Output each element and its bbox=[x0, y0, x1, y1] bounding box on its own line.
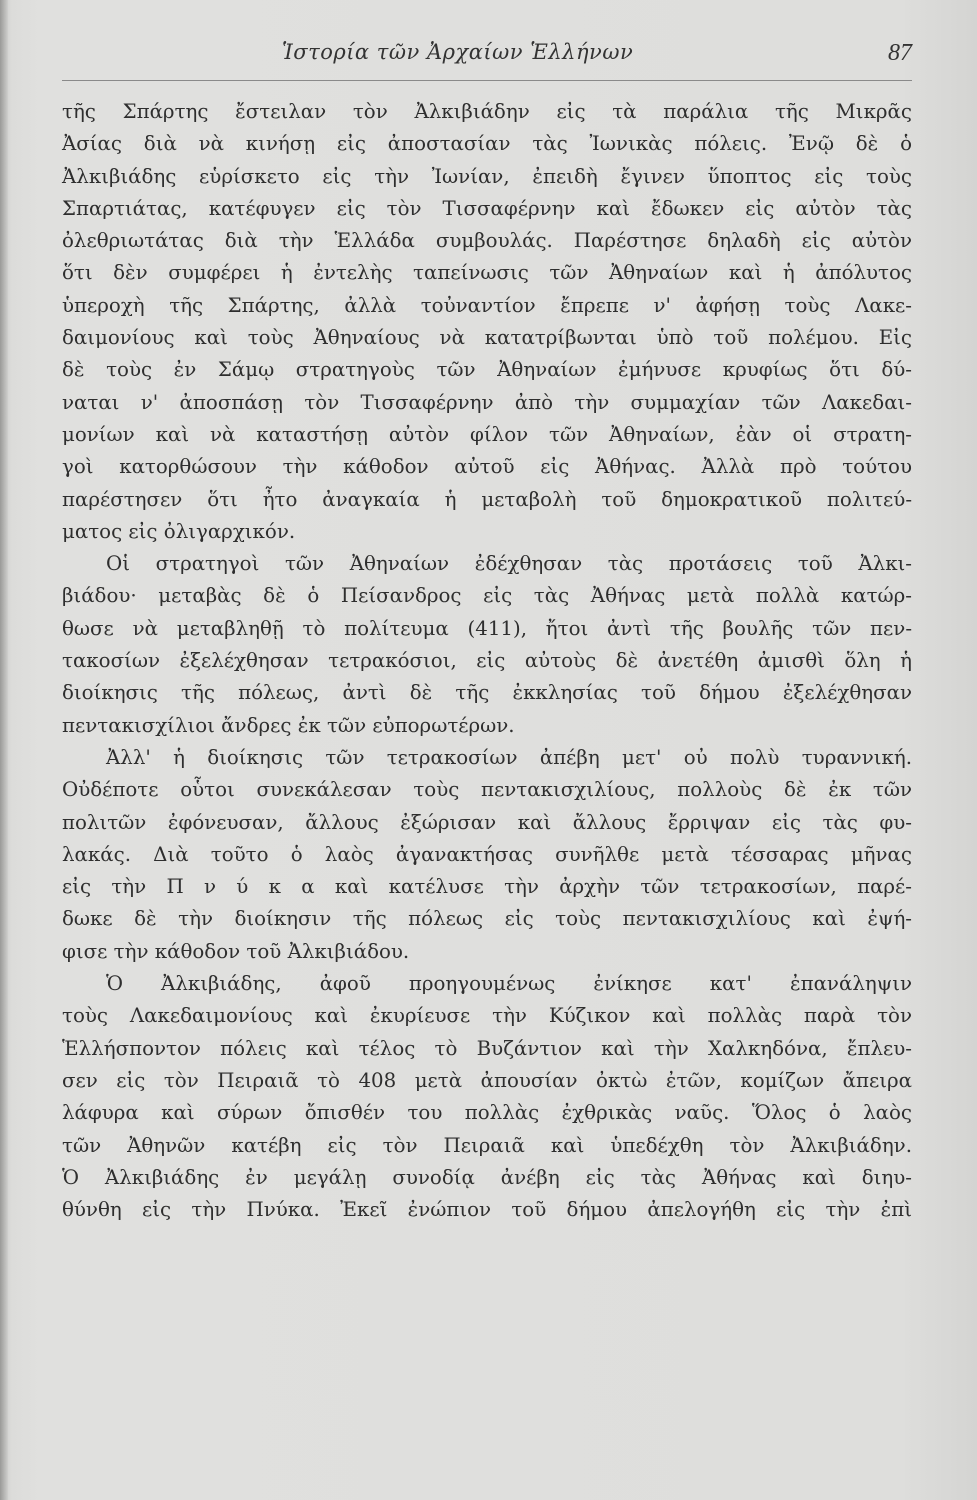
text-line: Ἀσίας διὰ νὰ κινήσῃ εἰς ἀποστασίαν τὰς Ἰωνικὰς πόλεις. Ἐνῷ δὲ ὁ bbox=[62, 132, 912, 156]
text-line: δαιμονίους καὶ τοὺς Ἀθηναίους νὰ κατατρίβωνται ὑπὸ τοῦ πολέμου. Εἰς bbox=[62, 326, 912, 350]
text-line: δωκε δὲ τὴν διοίκησιν τῆς πόλεως εἰς τοὺς πεντακισχιλίους καὶ ἐψή- bbox=[62, 907, 912, 931]
text-line: τῆς Σπάρτης ἔστειλαν τὸν Ἀλκιβιάδην εἰς τὰ παράλια τῆς Μικρᾶς bbox=[62, 100, 912, 123]
page-binding-edge bbox=[0, 0, 8, 1500]
text-line: διοίκησις τῆς πόλεως, ἀντὶ δὲ τῆς ἐκκλησίας τοῦ δήμου ἐξελέχθησαν bbox=[62, 681, 912, 705]
text-line: μονίων καὶ νὰ καταστήσῃ αὐτὸν φίλον τῶν Ἀθηναίων, ἐὰν οἱ στρατη- bbox=[62, 422, 912, 446]
text-line: βιάδου· μεταβὰς δὲ ὁ Πείσανδρος εἰς τὰς Ἀθήνας μετὰ πολλὰ κατώρ- bbox=[62, 584, 912, 608]
text-line: ματος εἰς ὀλιγαρχικόν. bbox=[62, 519, 296, 543]
text-line: τῶν Ἀθηνῶν κατέβη εἰς τὸν Πειραιᾶ καὶ ὑπεδέχθη τὸν Ἀλκιβιάδην. bbox=[62, 1133, 912, 1157]
paragraph-first-line: Ὁ Ἀλκιβιάδης, ἀφοῦ προηγουμένως ἐνίκησε κατ' ἐπανάληψιν bbox=[106, 972, 912, 996]
text-line: θύνθη εἰς τὴν Πνύκα. Ἐκεῖ ἐνώπιον τοῦ δήμου ἀπελογήθη εἰς τὴν ἐπὶ bbox=[62, 1198, 912, 1222]
text-line: πολιτῶν ἐφόνευσαν, ἄλλους ἐξώρισαν καὶ ἄλλους ἔρριψαν εἰς τὰς φυ- bbox=[62, 810, 912, 834]
text-line: πεντακισχίλιοι ἄνδρες ἐκ τῶν εὐπορωτέρων. bbox=[62, 713, 515, 737]
text-line: ὀλεθριωτάτας διὰ τὴν Ἑλλάδα συμβουλάς. Παρέστησε δηλαδὴ εἰς αὐτὸν bbox=[62, 229, 912, 253]
text-line: γοὶ κατορθώσουν τὴν κάθοδον αὐτοῦ εἰς Ἀθήνας. Ἀλλὰ πρὸ τούτου bbox=[62, 455, 912, 479]
text-line: Οὐδέποτε οὗτοι συνεκάλεσαν τοὺς πεντακισχιλίους, πολλοὺς δὲ ἐκ τῶν bbox=[62, 778, 912, 802]
text-line: ὑπεροχὴ τῆς Σπάρτης, ἀλλὰ τοὐναντίον ἔπρεπε ν' ἀφήσῃ τοὺς Λακε- bbox=[62, 293, 912, 317]
text-line: Ἑλλήσποντον πόλεις καὶ τέλος τὸ Βυζάντιον καὶ τὴν Χαλκηδόνα, ἔπλευ- bbox=[62, 1036, 912, 1060]
text-line: Σπαρτιάτας, κατέφυγεν εἰς τὸν Τισσαφέρνην καὶ ἔδωκεν εἰς αὐτὸν τὰς bbox=[62, 196, 912, 220]
running-title: Ἱστορία τῶν Ἀρχαίων Ἑλλήνων bbox=[282, 40, 634, 64]
text-line: τακοσίων ἐξελέχθησαν τετρακόσιοι, εἰς αὐτοὺς δὲ ἀνετέθη ἀμισθὶ ὅλη ἡ bbox=[62, 649, 912, 673]
text-line: φισε τὴν κάθοδον τοῦ Ἀλκιβιάδου. bbox=[62, 939, 410, 963]
text-line: εἰς τὴν Π ν ύ κ α καὶ κατέλυσε τὴν ἀρχὴν τῶν τετρακοσίων, παρέ- bbox=[62, 875, 912, 899]
text-line: τοὺς Λακεδαιμονίους καὶ ἐκυρίευσε τὴν Κύζικον καὶ πολλὰς παρὰ τὸν bbox=[62, 1004, 912, 1028]
body-text bbox=[62, 96, 912, 1226]
text-line: ὅτι δὲν συμφέρει ἡ ἐντελὴς ταπείνωσις τῶν Ἀθηναίων καὶ ἡ ἀπόλυτος bbox=[62, 261, 912, 285]
text-line: λακάς. Διὰ τοῦτο ὁ λαὸς ἀγανακτήσας συνῆλθε μετὰ τέσσαρας μῆνας bbox=[62, 842, 912, 866]
text-line: θωσε νὰ μεταβληθῇ τὸ πολίτευμα (411), ἤτοι ἀντὶ τῆς βουλῆς τῶν πεν- bbox=[62, 616, 912, 640]
text-line: σεν εἰς τὸν Πειραιᾶ τὸ 408 μετὰ ἀπουσίαν ὀκτὼ ἐτῶν, κομίζων ἄπειρα bbox=[62, 1068, 912, 1092]
text-line: Ἀλκιβιάδης εὑρίσκετο εἰς τὴν Ἰωνίαν, ἐπειδὴ ἔγινεν ὕποπτος εἰς τοὺς bbox=[62, 164, 912, 188]
paragraph-first-line: Οἱ στρατηγοὶ τῶν Ἀθηναίων ἐδέχθησαν τὰς προτάσεις τοῦ Ἀλκι- bbox=[106, 552, 912, 576]
text-line: λάφυρα καὶ σύρων ὄπισθέν του πολλὰς ἐχθρικὰς ναῦς. Ὅλος ὁ λαὸς bbox=[62, 1101, 912, 1125]
paragraph-first-line: Ἀλλ' ἡ διοίκησις τῶν τετρακοσίων ἀπέβη μετ' οὐ πολὺ τυραννική. bbox=[106, 745, 912, 769]
header-rule bbox=[62, 80, 912, 81]
text-line: δὲ τοὺς ἐν Σάμῳ στρατηγοὺς τῶν Ἀθηναίων ἐμήνυσε κρυφίως ὅτι δύ- bbox=[62, 358, 912, 382]
text-line: ναται ν' ἀποσπάσῃ τὸν Τισσαφέρνην ἀπὸ τὴν συμμαχίαν τῶν Λακεδαι- bbox=[62, 390, 912, 414]
text-line: Ὁ Ἀλκιβιάδης ἐν μεγάλῃ συνοδίᾳ ἀνέβη εἰς τὰς Ἀθήνας καὶ διηυ- bbox=[62, 1165, 912, 1189]
page-number: 87 bbox=[888, 40, 912, 66]
page-header bbox=[62, 40, 912, 74]
text-line: παρέστησεν ὅτι ἦτο ἀναγκαία ἡ μεταβολὴ τοῦ δημοκρατικοῦ πολιτεύ- bbox=[62, 487, 912, 511]
